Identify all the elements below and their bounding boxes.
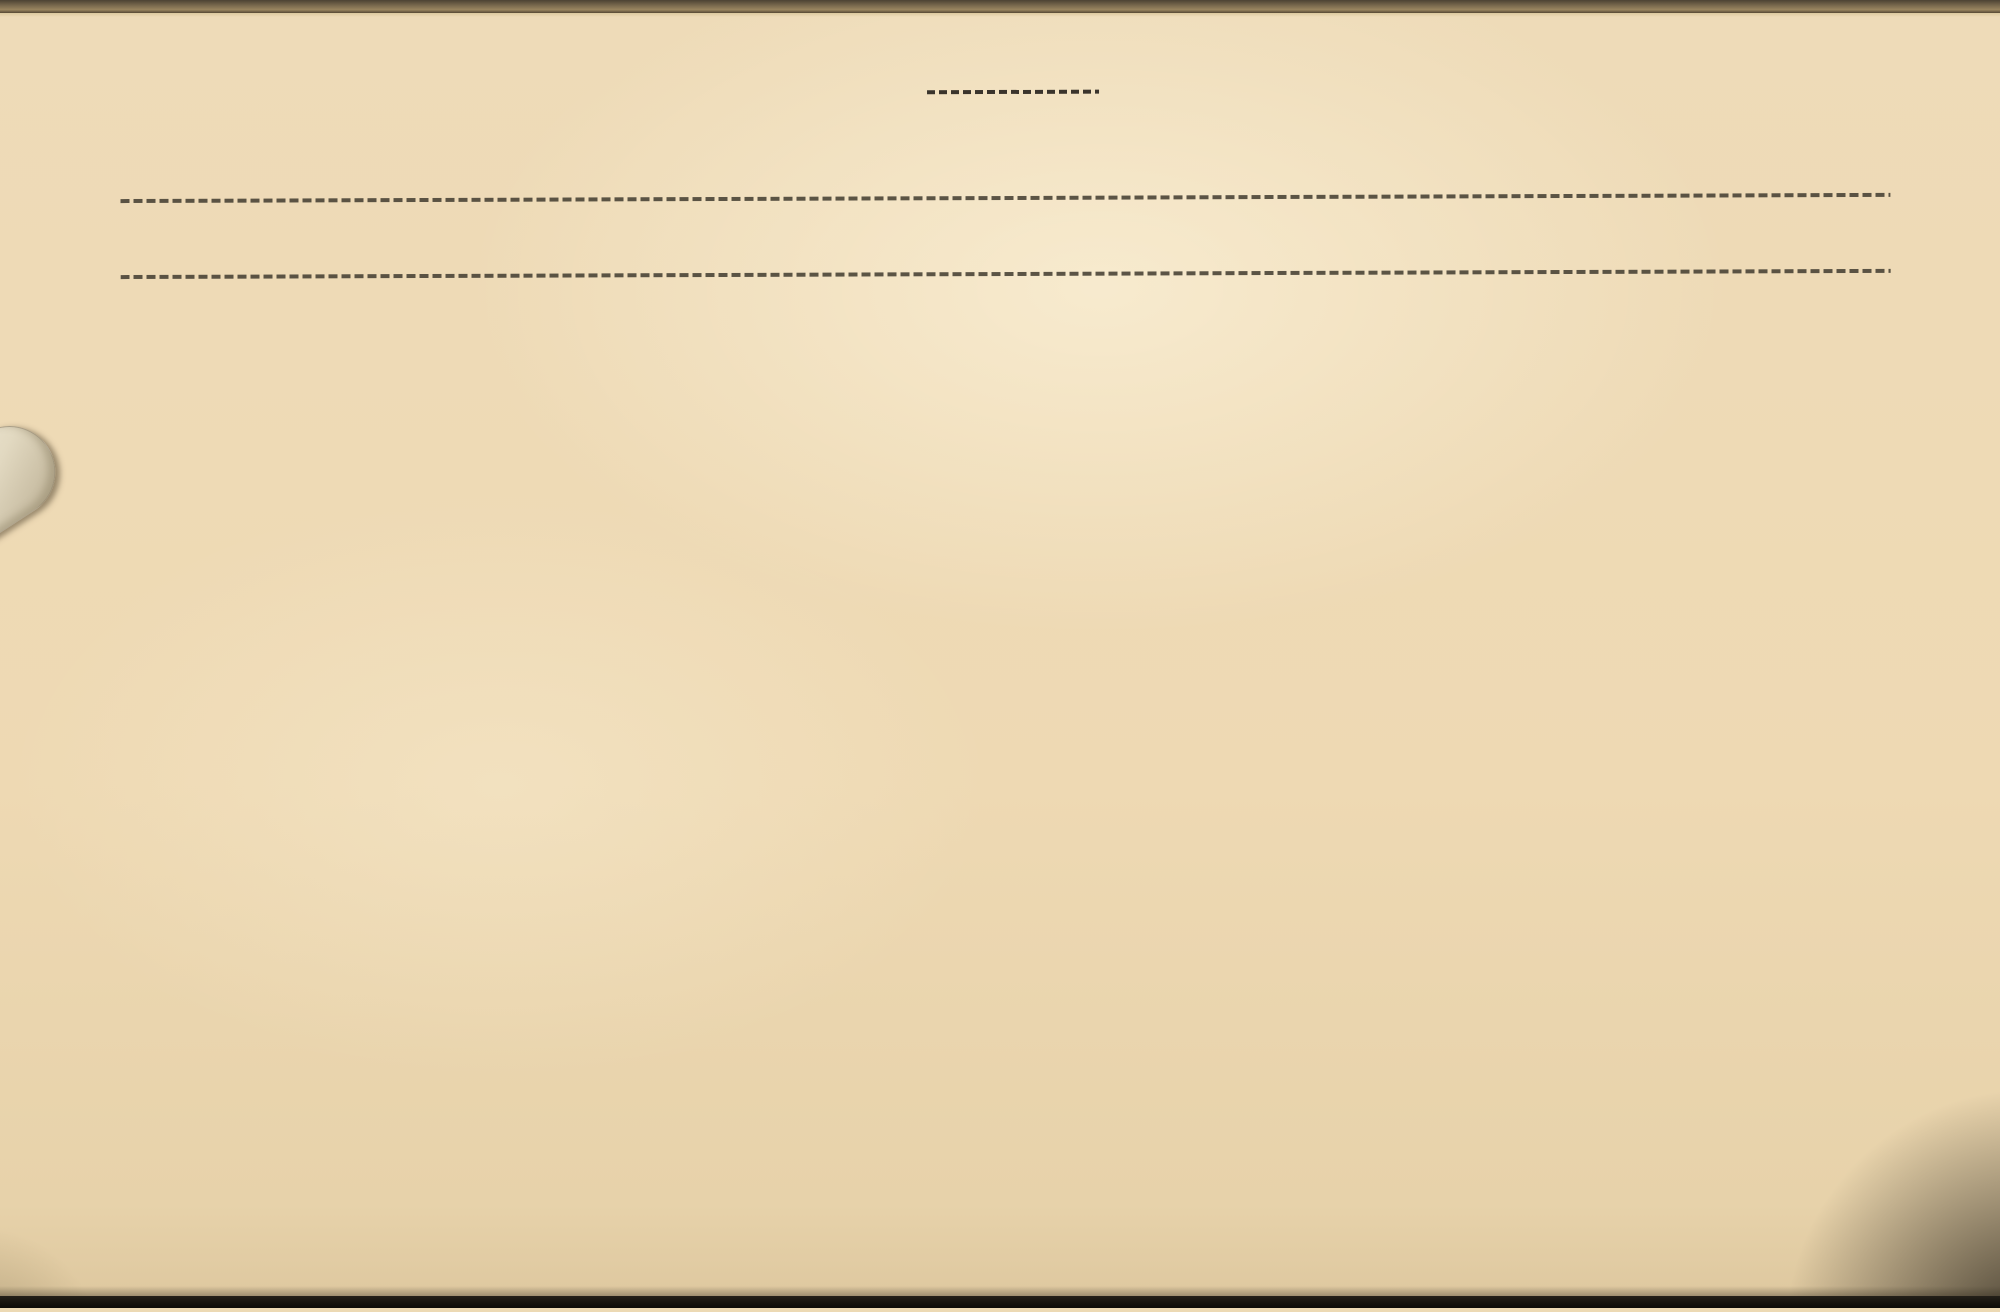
book-edge-bottom <box>0 1296 2000 1308</box>
title-underline <box>927 90 1099 95</box>
title-german <box>828 97 1198 98</box>
table-header-rule <box>121 269 1891 279</box>
page-bottom-shadow <box>0 1286 2000 1296</box>
document-title <box>828 59 1198 98</box>
table-top-rule <box>120 193 1890 203</box>
